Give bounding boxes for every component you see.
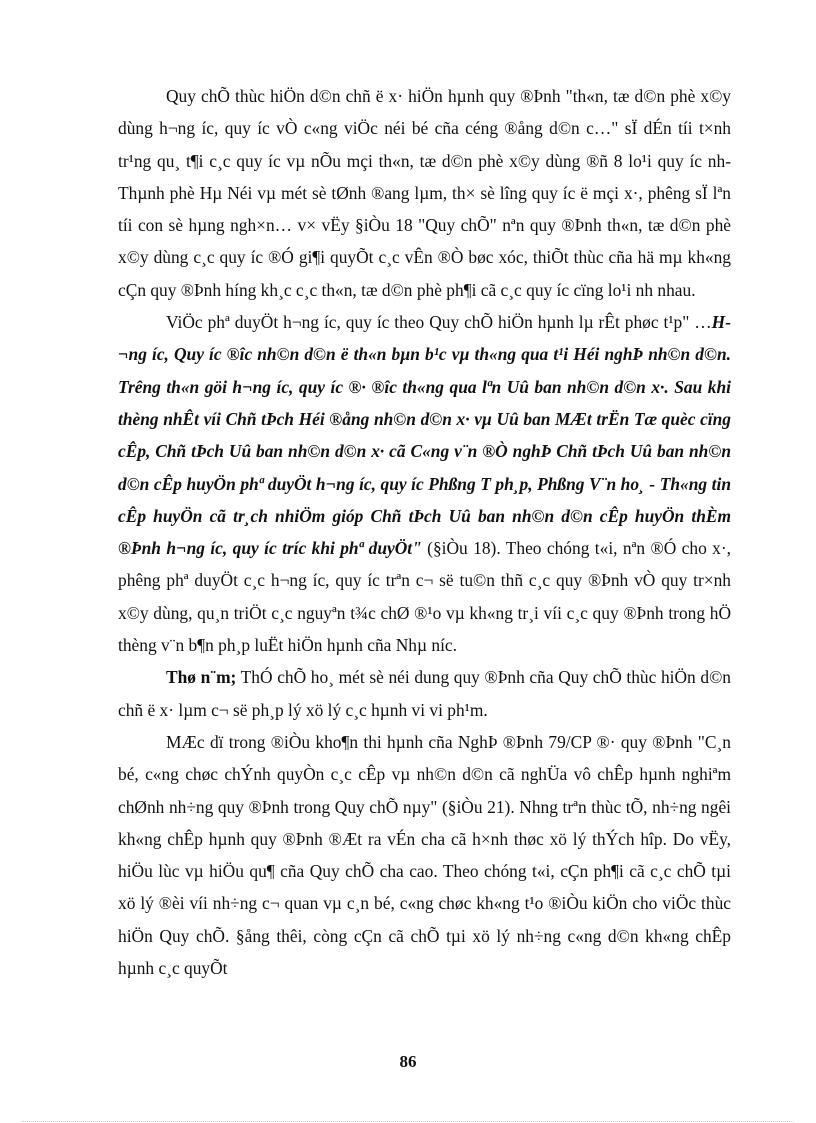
- paragraph-2-tail: (§iÒu 18). Theo chóng t«i, nªn ®Ó cho x·, phêng phª duyÖt c¸c h¬ng íc, quy íc trªn c¬ së tu©n thñ c¸c quy ®Þnh vÒ quy tr×nh x©y dùng, qu¸n triÖt c¸c nguyªn t¾c chØ ®¹o vµ kh«ng tr¸i víi c¸c quy ®Þnh trong hÖ thèng v¨n b¶n ph¸p luËt hiÖn hµnh cña Nhµ níc.: [118, 538, 732, 656]
- paragraph-4: MÆc dï trong ®iÒu kho¶n thi hµnh cña NghÞ ®Þnh 79/CP ®· quy ®Þnh "C¸n bé, c«ng chøc chÝnh quyÒn c¸c cÊp vµ nh©n d©n cã nghÜa vô chÊp hµnh nghiªm chØnh nh÷ng quy ®Þnh trong Quy chÕ nµy" (§iÒu 21). Nhng trªn thùc tÕ, nh÷ng ngêi kh«ng chÊp hµnh quy ®Þnh ®Æt ra vÉn cha cã h×nh thøc xö lý thÝch hîp. Do vËy, hiÖu lùc vµ hiÖu qu¶ cña Quy chÕ cha cao. Theo chóng t«i, cÇn ph¶i cã c¸c chÕ tµi xö lý ®èi víi nh÷ng c¬ quan vµ c¸n bé, c«ng chøc kh«ng t¹o ®iÒu kiÖn cho viÖc thùc hiÖn Quy chÕ. §ång thêi, còng cÇn cã chÕ tµi xö lý nh÷ng c«ng d©n kh«ng chÊp hµnh c¸c quyÕt: [118, 731, 731, 979]
- paragraph-2-emphasis: H¬ng íc, Quy íc ®îc nh©n d©n ë th«n bµn b¹c vµ th«ng qua t¹i Héi nghÞ nh©n d©n. Trêng th«n göi h¬ng íc, quy íc ®· ®îc th«ng qua lªn Uû ban nh©n d©n x·. Sau khi thèng nhÊt víi Chñ tÞch Héi ®ång nh©n d©n x· vµ Uû ban MÆt trËn Tæ quèc cïng cÊp, Chñ tÞch Uû ban nh©n d©n x· cã C«ng v¨n ®Ò nghÞ Chñ tÞch Uû ban nh©n d©n cÊp huyÖn phª duyÖt h¬ng íc, quy íc Phßng T ph¸p, Phßng V¨n ho¸ - Th«ng tin cÊp huyÖn cã tr¸ch nhiÖm gióp Chñ tÞch Uû ban nh©n d©n cÊp huyÖn thÈm ®Þnh h¬ng íc, quy íc tríc khi phª duyÖt": [118, 312, 731, 559]
- page-bottom-divider: [22, 1121, 794, 1122]
- paragraph-2-lead: ViÖc phª duyÖt h¬ng íc, quy íc theo Quy chÕ hiÖn hµnh lµ rÊt phøc t¹p" …: [166, 312, 712, 333]
- paragraph-3-text: ThÓ chÕ ho¸ mét sè néi dung quy ®Þnh cña Quy chÕ thùc hiÖn d©n chñ ë x· lµm c¬ së ph¸p lý xö lý c¸c hµnh vi vi ph¹m.: [118, 667, 731, 720]
- paragraph-3: [118, 661, 731, 726]
- page-number: 86: [399, 1052, 417, 1071]
- paragraph-2: [118, 306, 731, 661]
- paragraph-3-heading: Thø n¨m;: [166, 667, 237, 688]
- paragraph-1: Quy chÕ thùc hiÖn d©n chñ ë x· hiÖn hµnh quy ®Þnh "th«n, tæ d©n phè x©y dùng h¬ng íc, quy íc vÒ c«ng viÖc néi bé cña céng ®ång d©n c…" sÏ dÉn tíi t×nh tr¹ng qu¸ t¶i c¸c quy íc vµ nÕu mçi th«n, tæ d©n phè x©y dùng ®ñ 8 lo¹i quy íc nh Thµnh phè Hµ Néi vµ mét sè tØnh ®ang lµm, th× sè lîng quy íc ë mçi x·, phêng sÏ lªn tíi con sè hµng ngh×n… v× vËy §iÒu 18 "Quy chÕ" nªn quy ®Þnh th«n, tæ d©n phè x©y dùng c¸c quy íc ®Ó gi¶i quyÕt c¸c vÊn ®Ò bøc xóc, thiÕt thùc cña hä mµ kh«ng cÇn quy ®Þnh híng kh¸c c¸c th«n, tæ d©n phè ph¶i cã c¸c quy íc cïng lo¹i nh nhau.: [118, 86, 731, 300]
- page-body: [118, 80, 731, 984]
